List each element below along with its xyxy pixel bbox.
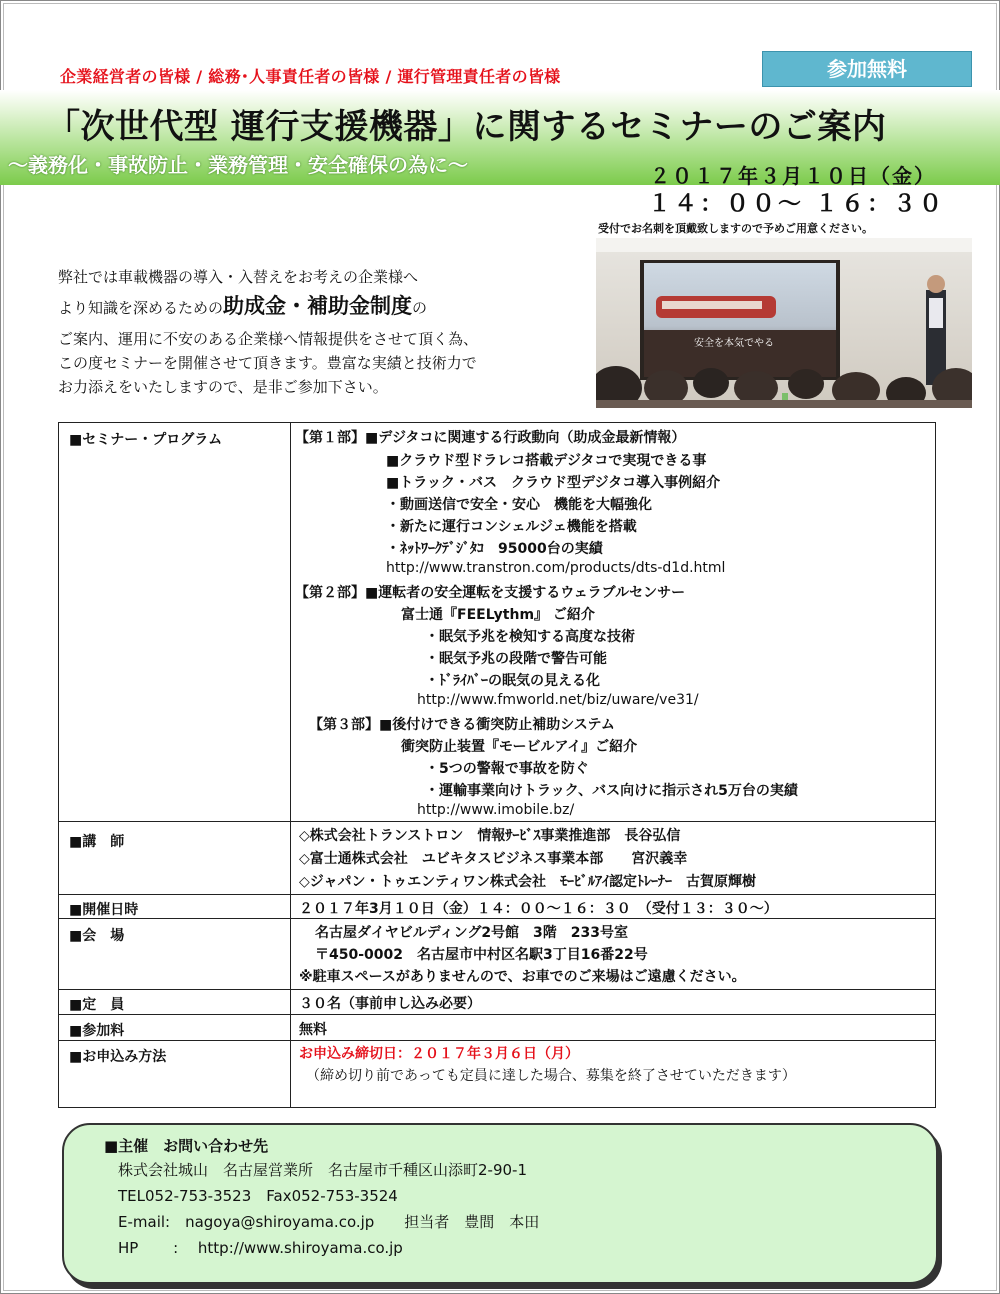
program-line: ・ﾄﾞﾗｲﾊﾞｰの眠気の見える化 xyxy=(425,673,600,689)
event-date: ２０１７年３月１０日（金） xyxy=(650,164,936,188)
program-line: ・運輸事業向けトラック、バス向けに指示され5万台の実績 xyxy=(425,783,798,799)
program-line: ・新たに運行コンシェルジェ機能を搭載 xyxy=(386,519,637,535)
program-line: 【第２部】■運転者の安全運転を支援するウェラブルセンサー xyxy=(295,585,686,601)
venue-label: ■会 場 xyxy=(69,928,125,944)
intro-line xyxy=(58,290,598,320)
program-line: ・動画送信で安全・安心 機能を大幅強化 xyxy=(386,497,652,513)
apply-label: ■お申込み方法 xyxy=(69,1049,167,1065)
page-subtitle: ～義務化・事故防止・業務管理・安全確保の為に～ xyxy=(8,153,468,177)
program-line: ・ﾈｯﾄﾜｰｸﾃﾞｼﾞﾀｺ 95000台の実績 xyxy=(386,541,603,557)
contact-phone: TEL052-753-3523 Fax052-753-3524 xyxy=(118,1187,398,1205)
venue-note: ※駐車スペースがありませんので、お車でのご来場はご遠慮ください。 xyxy=(299,969,746,985)
table-row-divider xyxy=(59,989,935,990)
apply-note: （締め切り前であっても定員に達した場合、募集を終了させていただきます） xyxy=(306,1068,796,1084)
program-line: ■トラック・バス クラウド型デジタコ導入事例紹介 xyxy=(386,475,721,491)
intro-line: ご案内、運用に不安のある企業様へ情報提供をさせて頂く為、 xyxy=(58,330,479,348)
contact-email[interactable]: E-mail: nagoya@shiroyama.co.jp 担当者 豊間 本田 xyxy=(118,1213,540,1231)
fee-label: ■参加料 xyxy=(69,1023,125,1039)
venue-line: 〒450-0002 名古屋市中村区名駅3丁目16番22号 xyxy=(315,947,648,963)
program-url[interactable]: http://www.transtron.com/products/dts-d1d.html xyxy=(386,560,726,576)
program-line: 【第３部】■後付けできる衝突防止補助システム xyxy=(309,717,615,733)
table-divider xyxy=(290,423,291,1107)
program-line: 衝突防止装置『モービルアイ』ご紹介 xyxy=(401,739,638,755)
page-title: 「次世代型 運行支援機器」に関するセミナーのご案内 xyxy=(46,107,887,147)
intro-text: の xyxy=(412,299,428,317)
intro-text: より知識を深めるための xyxy=(58,299,224,317)
lecturer-entry: ◇ジャパン・トゥエンティワン株式会社 ﾓｰﾋﾞﾙｱｲ認定ﾄﾚｰﾅｰ 古賀原輝樹 xyxy=(299,874,757,890)
program-line: 【第１部】■デジタコに関連する行政動向（助成金最新情報） xyxy=(295,430,686,446)
program-line: 富士通『FEELythm』 ご紹介 xyxy=(401,607,595,623)
intro-line: 弊社では車載機器の導入・入替えをお考えの企業様へ xyxy=(58,268,419,286)
program-line: ・眠気予兆を検知する高度な技術 xyxy=(425,629,635,645)
contact-box xyxy=(62,1123,938,1284)
reception-note: 受付でお名刺を頂戴致しますので予めご用意ください。 xyxy=(598,222,873,235)
program-url[interactable]: http://www.imobile.bz/ xyxy=(417,802,575,818)
contact-homepage[interactable]: HP : http://www.shiroyama.co.jp xyxy=(118,1239,403,1257)
capacity-label: ■定 員 xyxy=(69,997,125,1013)
contact-company: 株式会社城山 名古屋営業所 名古屋市千種区山添町2-90-1 xyxy=(118,1161,528,1179)
photo-slide-text: 安全を本気でやる xyxy=(694,338,774,349)
seminar-photo-illustration xyxy=(596,238,972,408)
program-url[interactable]: http://www.fmworld.net/biz/uware/ve31/ xyxy=(417,692,699,708)
capacity-value: ３０名（事前申し込み必要） xyxy=(299,996,481,1012)
program-line: ・5つの警報で事故を防ぐ xyxy=(425,761,589,777)
target-audience: 企業経営者の皆様 / 総務･人事責任者の皆様 / 運行管理責任者の皆様 xyxy=(60,67,561,86)
datetime-label: ■開催日時 xyxy=(69,902,139,918)
lecturer-entry: ◇富士通株式会社 ユビキタスビジネス事業本部 宮沢義幸 xyxy=(299,851,688,867)
table-row-divider xyxy=(59,894,935,895)
lecturer-entry: ◇株式会社トランストロン 情報ｻｰﾋﾞｽ事業推進部 長谷弘信 xyxy=(299,828,681,844)
table-row-divider xyxy=(59,1014,935,1015)
datetime-value: ２０１７年3月１０日（金）１４：００～１６：３０ （受付１３：３０～） xyxy=(299,901,778,917)
subsidy-highlight: 助成金・補助金制度 xyxy=(223,294,413,318)
program-line: ■クラウド型ドラレコ搭載デジタコで実現できる事 xyxy=(386,453,707,469)
intro-line: お力添えをいたしますので、是非ご参加下さい。 xyxy=(58,378,388,396)
event-time: １４：００～ １６：３０ xyxy=(648,191,946,217)
program-label: ■セミナー・プログラム xyxy=(69,432,223,448)
lecturer-label: ■講 師 xyxy=(69,834,125,850)
contact-heading: ■主催 お問い合わせ先 xyxy=(104,1137,269,1155)
seminar-photo xyxy=(596,238,972,408)
intro-line: この度セミナーを開催させて頂きます。豊富な実績と技術力で xyxy=(58,354,477,372)
table-row-divider xyxy=(59,918,935,919)
venue-line: 名古屋ダイヤビルディング2号館 3階 233号室 xyxy=(315,925,629,941)
table-row-divider xyxy=(59,1040,935,1041)
apply-deadline: お申込み締切日：２０１７年３月６日（月） xyxy=(299,1046,579,1062)
table-row-divider xyxy=(59,821,935,822)
program-line: ・眠気予兆の段階で警告可能 xyxy=(425,651,607,667)
free-admission-badge: 参加無料 xyxy=(762,51,972,87)
fee-value: 無料 xyxy=(299,1022,327,1038)
seminar-details-table xyxy=(58,422,936,1108)
